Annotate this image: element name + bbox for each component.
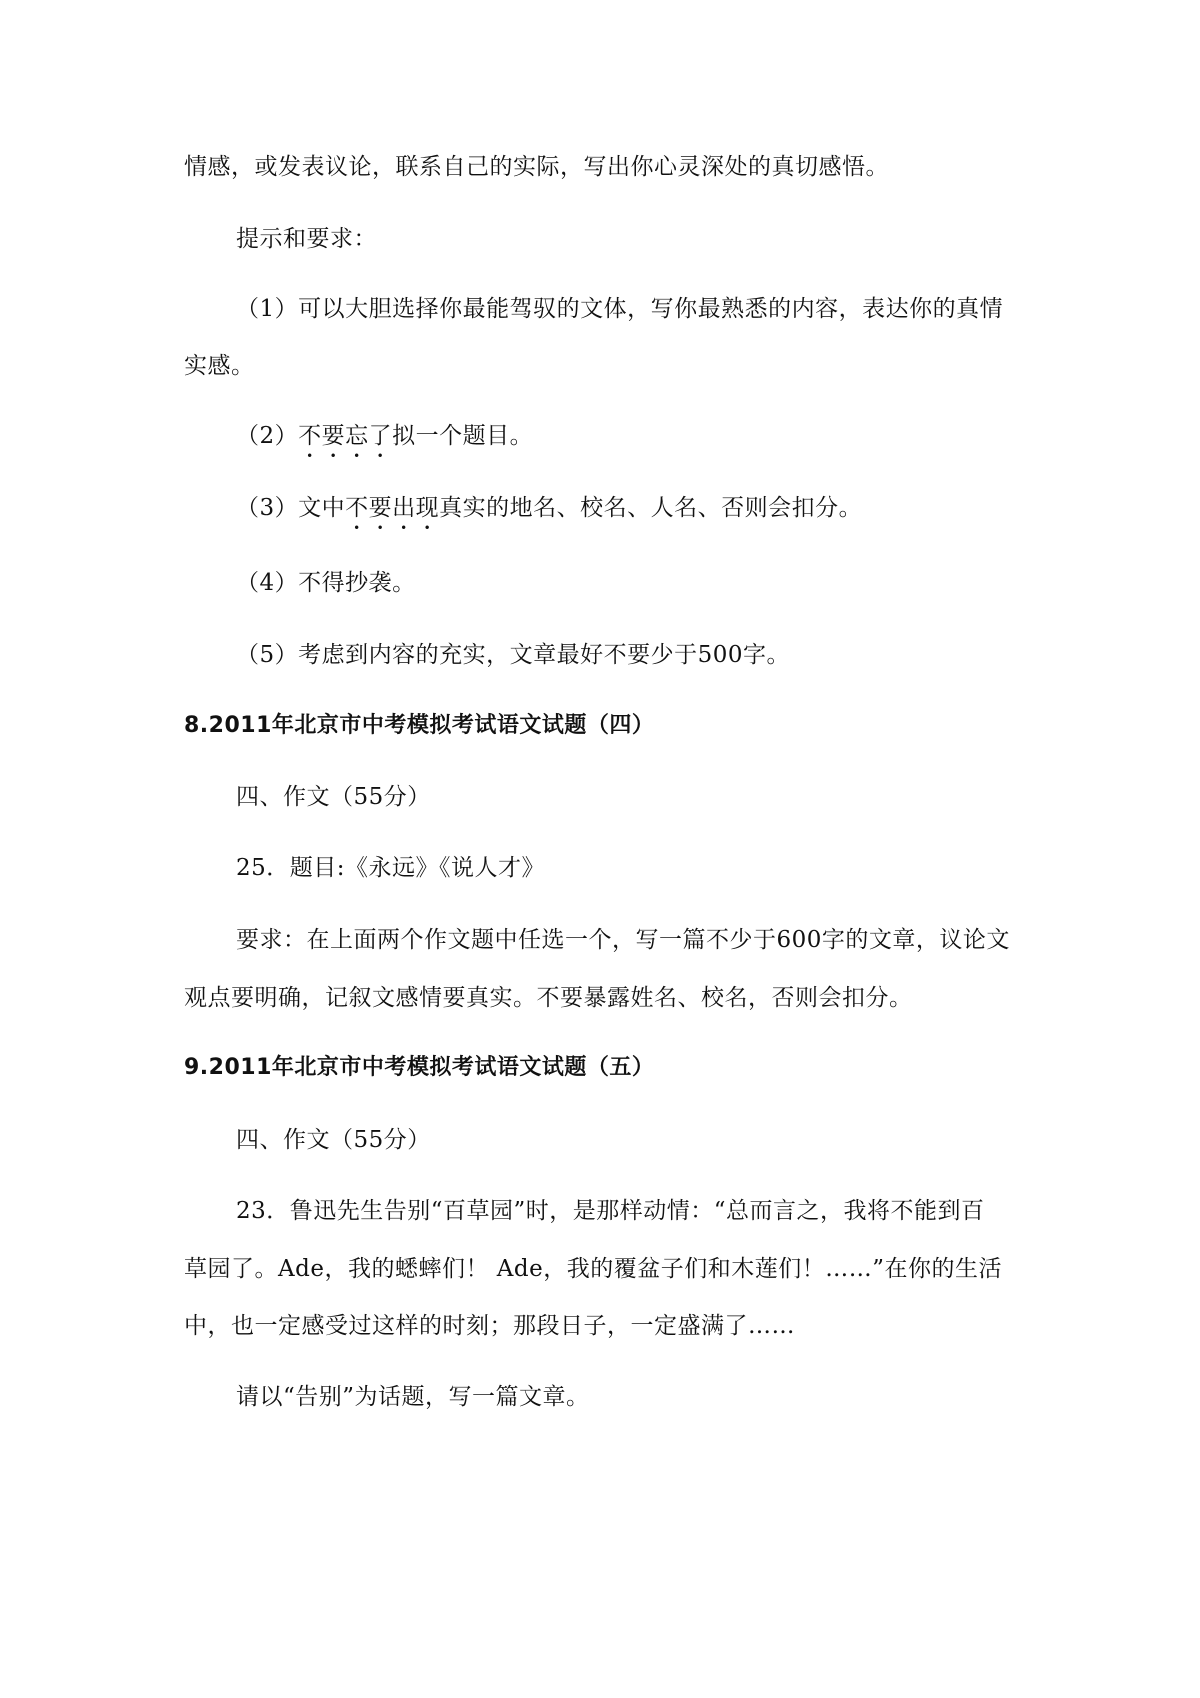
section-8-part: 四、作文（55分）: [236, 784, 431, 810]
section-9-question-line-2: 草园了。Ade，我的蟋蟀们！ Ade，我的覆盆子们和木莲们！……”在你的生活: [184, 1256, 1002, 1282]
requirement-5: （5）考虑到内容的充实，文章最好不要少于500字。: [236, 642, 791, 668]
hint-title: 提示和要求：: [236, 226, 377, 252]
section-8-heading: 8.2011年北京市中考模拟考试语文试题（四）: [184, 713, 655, 738]
requirement-2-emphasis: 不要忘了: [298, 423, 393, 449]
requirement-2-suffix: 拟一个题目。: [392, 423, 534, 449]
section-8-question: 25．题目:《永远》《说人才》: [236, 855, 546, 881]
requirement-4: （4）不得抄袭。: [236, 570, 416, 596]
requirement-2-prefix: （2）: [236, 423, 299, 449]
requirement-1-line-1: （1）可以大胆选择你最能驾驭的文体，写你最熟悉的内容，表达你的真情: [236, 296, 1004, 322]
section-8-requirement-line-1: 要求：在上面两个作文题中任选一个，写一篇不少于600字的文章，议论文: [236, 927, 1010, 953]
requirement-2: [236, 421, 1086, 463]
requirement-3: [236, 493, 1086, 535]
requirement-3-prefix: （3）文中: [236, 495, 346, 521]
requirement-1-line-2: 实感。: [184, 353, 255, 379]
section-9-question-line-1: 23．鲁迅先生告别“百草园”时，是那样动情：“总而言之，我将不能到百: [236, 1198, 985, 1224]
section-9-part: 四、作文（55分）: [236, 1127, 431, 1153]
section-9-heading: 9.2011年北京市中考模拟考试语文试题（五）: [184, 1055, 655, 1080]
requirement-3-emphasis: 不要出现: [345, 495, 440, 521]
section-9-question-line-3: 中，也一定感受过这样的时刻；那段日子，一定盛满了……: [184, 1313, 795, 1339]
requirement-3-suffix: 真实的地名、校名、人名、否则会扣分。: [439, 495, 863, 521]
paragraph-line: 情感，或发表议论，联系自己的实际，写出你心灵深处的真切感悟。: [184, 154, 889, 180]
section-8-requirement-line-2: 观点要明确，记叙文感情要真实。不要暴露姓名、校名，否则会扣分。: [184, 985, 913, 1011]
section-9-task: 请以“告别”为话题，写一篇文章。: [236, 1384, 590, 1410]
